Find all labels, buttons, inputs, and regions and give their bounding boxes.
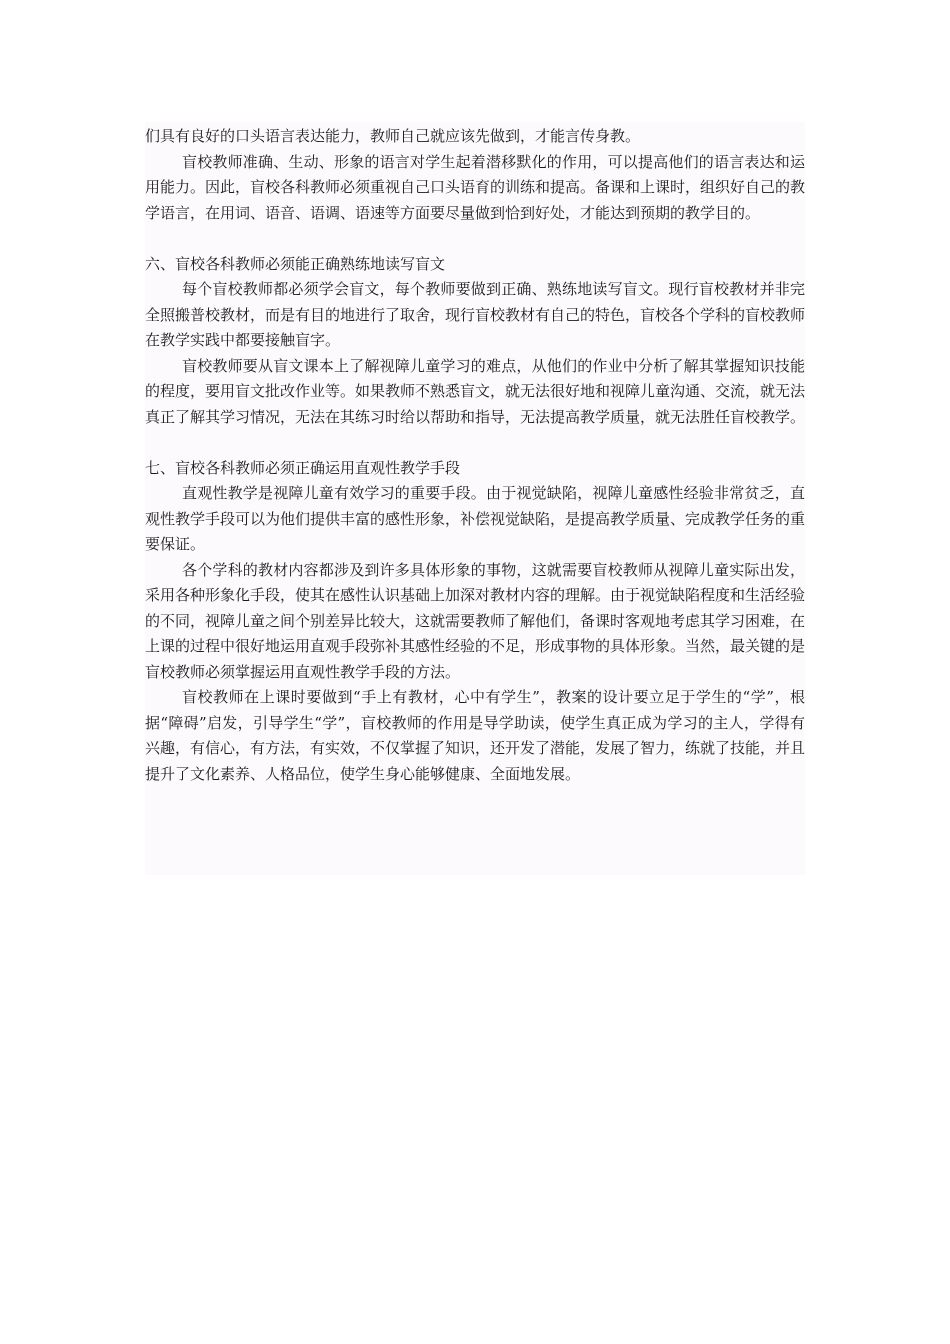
section-heading-7: 七、盲校各科教师必须正确运用直观性教学手段: [145, 458, 461, 477]
document-page: [145, 122, 805, 875]
paragraph-braille-textbook: 盲校教师要从盲文课本上了解视障儿童学习的难点，从他们的作业中分析了解其掌握知识技能的程度，要用盲文批改作业等。如果教师不熟悉盲文，就无法很好地和视障儿童沟通、交流，就无法真正了解其学习情况，无法在其练习时给以帮助和指导，无法提高教学质量，就无法胜任盲校教学。: [145, 356, 806, 426]
paragraph-teacher-language: 盲校教师准确、生动、形象的语言对学生起着潜移默化的作用，可以提高他们的语言表达和运用能力。因此，盲校各科教师必须重视自己口头语育的训练和提高。备课和上课时，组织好自己的教学语言，在用词、语音、语调、语速等方面要尽量做到恰到好处，才能达到预期的教学目的。: [145, 152, 806, 222]
paragraph-continuation: 们具有良好的口头语言表达能力，教师自己就应该先做到，才能言传身教。: [145, 127, 641, 145]
paragraph-learn-braille: 每个盲校教师都必须学会盲文，每个教师要做到正确、熟练地读写盲文。现行盲校教材并非完全照搬普校教材，而是有目的地进行了取舍，现行盲校教材有自己的特色，盲校各个学科的盲校教师在教学实践中都要接触盲字。: [145, 280, 806, 349]
paragraph-subject-materials: 各个学科的教材内容都涉及到许多具体形象的事物，这就需要盲校教师从视障儿童实际出发，采用各种形象化手段，使其在感性认识基础上加深对教材内容的理解。由于视觉缺陷程度和生活经验的不同，视障儿童之间个别差异比较大，这就需要教师了解他们，备课时客观地考虑其学习困难，在上课的过程中很好地运用直观手段弥补其感性经验的不足，形成事物的具体形象。当然，最关键的是盲校教师必须掌握运用直观性教学手段的方法。: [145, 560, 806, 681]
paragraph-intuitive-teaching: 直观性教学是视障儿童有效学习的重要手段。由于视觉缺陷，视障儿童感性经验非常贫乏，直观性教学手段可以为他们提供丰富的感性形象，补偿视觉缺陷，是提高教学质量、完成教学任务的重要保证。: [145, 484, 806, 553]
section-heading-6: 六、盲校各科教师必须能正确熟练地读写盲文: [145, 254, 446, 273]
document-body: [145, 124, 805, 787]
paragraph-classroom-practice: 盲校教师在上课时要做到“手上有教材，心中有学生”，教案的设计要立足于学生的“学”，根据“障碍”启发，引导学生“学”，盲校教师的作用是导学助读，使学生真正成为学习的主人，学得有兴趣，有信心，有方法，有实效，不仅掌握了知识，还开发了潜能，发展了智力，练就了技能，并且提升了文化素养、人格品位，使学生身心能够健康、全面地发展。: [145, 688, 806, 783]
